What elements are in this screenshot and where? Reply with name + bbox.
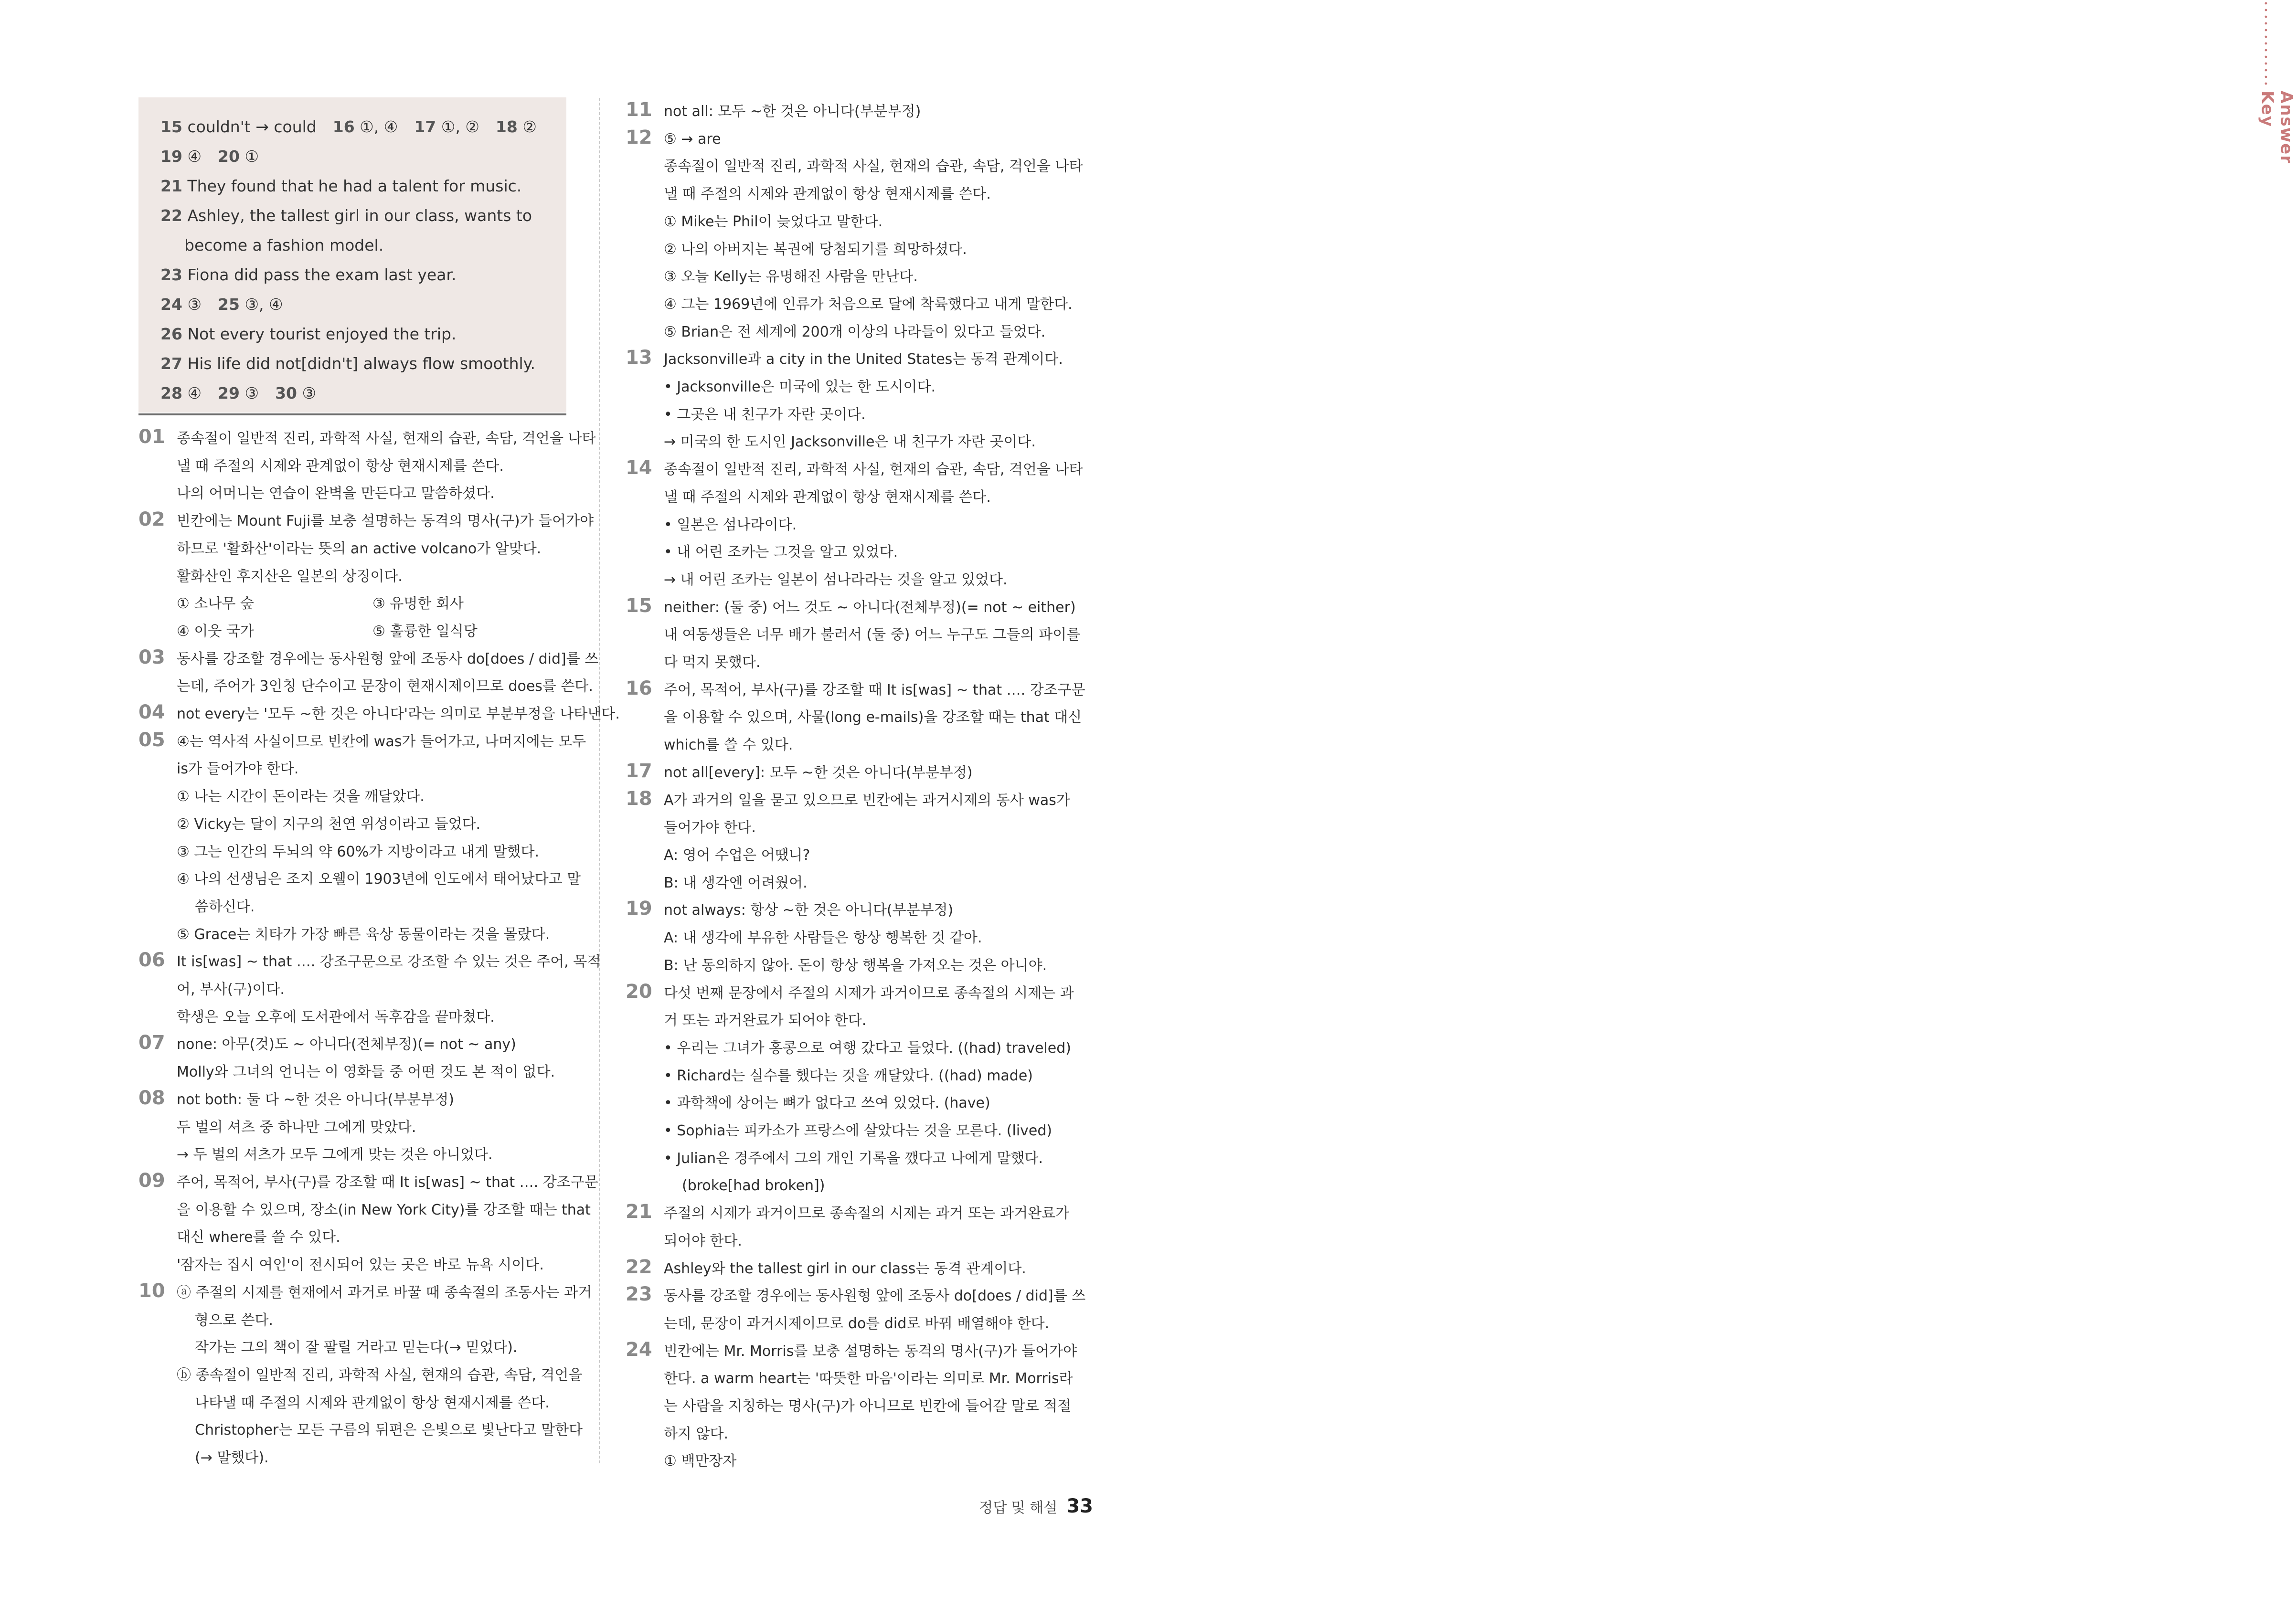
question-number: 17 xyxy=(626,760,652,782)
explanation-item xyxy=(626,1338,1077,1476)
explanation-line: 들어가야 한다. xyxy=(664,819,756,836)
summary-answer xyxy=(160,177,521,195)
summary-answer xyxy=(496,117,537,136)
explanation-item xyxy=(626,897,1065,979)
explanation-item xyxy=(626,980,1074,1200)
summary-answer-number: 17 xyxy=(414,117,436,136)
explanation-item xyxy=(626,126,1083,346)
explanation-line: 는데, 문장이 과거시제이므로 do를 did로 바꿔 배열해야 한다. xyxy=(664,1315,1050,1332)
explanation-line: is가 들어가야 한다. xyxy=(177,761,299,778)
explanation-item xyxy=(138,1031,578,1086)
question-number: 02 xyxy=(138,508,165,531)
explanation-line: 동사를 강조할 경우에는 동사원형 앞에 조동사 do[does / did]를 쓰 xyxy=(664,1288,1086,1305)
summary-answer xyxy=(275,384,316,402)
question-number: 12 xyxy=(626,126,652,148)
summary-row xyxy=(160,295,299,314)
summary-answer xyxy=(160,295,202,314)
summary-answer-number: 28 xyxy=(160,384,182,402)
explanation-line: → 미국의 한 도시인 Jacksonville은 내 친구가 자란 곳이다. xyxy=(664,433,1036,451)
summary-answer xyxy=(218,295,283,314)
explanation-line: neither: (둘 중) 어느 것도 ~ 아니다(전체부정)(= not ~ either) xyxy=(664,599,1076,616)
summary-answer xyxy=(160,265,456,284)
summary-answer-text: couldn't → could xyxy=(187,117,317,136)
explanation-item xyxy=(138,425,596,507)
explanation-line: → 내 어린 조카는 일본이 섬나라라는 것을 알고 있었다. xyxy=(664,571,1008,588)
summary-answer-text: ③, ④ xyxy=(244,295,283,314)
right-column xyxy=(626,98,1086,1475)
explanation-line: 하므로 '활화산'이라는 뜻의 an active volcano가 알맞다. xyxy=(177,540,542,557)
explanation-line: 대신 where를 쓸 수 있다. xyxy=(177,1229,340,1246)
summary-answer-number: 26 xyxy=(160,325,182,343)
explanation-line: 종속절이 일반적 진리, 과학적 사실, 현재의 습관, 속담, 격언을 나타 xyxy=(177,430,596,447)
answer-key-side-tab xyxy=(1126,0,2296,205)
column-divider xyxy=(599,98,600,1463)
explanation-line: ④는 역사적 사실이므로 빈칸에 was가 들어가고, 나머지에는 모두 xyxy=(177,733,586,750)
explanation-line: It is[was] ~ that …. 강조구문으로 강조할 수 있는 것은 주어, 목적 xyxy=(177,953,601,971)
explanation-line: not all[every]: 모두 ~한 것은 아니다(부분부정) xyxy=(664,764,973,781)
explanation-item xyxy=(626,677,1085,759)
summary-answer xyxy=(218,384,259,402)
explanation-line: • Sophia는 피카소가 프랑스에 살았다는 것을 모른다. (lived) xyxy=(664,1122,1052,1140)
question-number: 08 xyxy=(138,1087,165,1109)
summary-row xyxy=(184,236,400,254)
summary-answer-number: 24 xyxy=(160,295,182,314)
question-number: 03 xyxy=(138,646,165,668)
explanation-line: 나의 어머니는 연습이 완벽을 만든다고 말씀하셨다. xyxy=(177,485,495,502)
explanation-line: ③ 그는 인간의 두뇌의 약 60%가 지방이라고 내게 말했다. xyxy=(177,843,539,860)
explanation-line: B: 난 동의하지 않아. 돈이 항상 행복을 가져오는 것은 아니야. xyxy=(664,957,1047,974)
explanation-item xyxy=(626,787,1070,897)
explanation-line: 형으로 쓴다. xyxy=(195,1311,273,1329)
explanation-line: none: 아무(것)도 ~ 아니다(전체부정)(= not ~ any) xyxy=(177,1036,516,1053)
summary-answer xyxy=(218,147,259,166)
explanation-line: 낼 때 주절의 시제와 관계없이 항상 현재시제를 쓴다. xyxy=(664,488,991,506)
choice-option: ③ 유명한 회사 xyxy=(372,595,464,613)
question-number: 15 xyxy=(626,594,652,617)
question-number: 01 xyxy=(138,426,165,448)
summary-answer-number: 16 xyxy=(332,117,355,136)
summary-answer-number: 18 xyxy=(495,117,518,136)
explanation-line: B: 내 생각엔 어려웠어. xyxy=(664,874,808,891)
summary-answer-number: 27 xyxy=(160,354,182,373)
explanation-item xyxy=(626,759,1065,787)
explanation-item xyxy=(626,1200,1070,1255)
page-footer xyxy=(979,1495,1093,1517)
explanation-line: 어, 부사(구)이다. xyxy=(177,981,285,998)
explanation-line: 낼 때 주절의 시제와 관계없이 항상 현재시제를 쓴다. xyxy=(177,457,504,475)
explanation-line: not always: 항상 ~한 것은 아니다(부분부정) xyxy=(664,902,954,919)
explanation-line: • Julian은 경주에서 그의 개인 기록을 깼다고 나에게 말했다. xyxy=(664,1150,1043,1167)
summary-row xyxy=(160,265,472,284)
explanation-line: ⑤ → are xyxy=(664,130,721,148)
explanation-line: ① 나는 시간이 돈이라는 것을 깨달았다. xyxy=(177,788,425,805)
question-number: 07 xyxy=(138,1032,165,1054)
explanation-item xyxy=(138,507,594,645)
explanation-item xyxy=(138,700,620,728)
explanation-item xyxy=(138,948,601,1031)
explanation-line: 활화산인 후지산은 일본의 상징이다. xyxy=(177,568,403,585)
summary-row xyxy=(160,177,538,195)
explanation-line: ① 백만장자 xyxy=(664,1453,737,1470)
summary-answer-text: ② xyxy=(522,117,537,136)
question-number: 23 xyxy=(626,1283,652,1306)
summary-row xyxy=(160,117,553,136)
question-number: 21 xyxy=(626,1201,652,1223)
explanation-line: (→ 말했다). xyxy=(195,1449,269,1467)
explanation-item xyxy=(626,346,1065,456)
decorative-dots xyxy=(2264,0,2267,85)
explanation-line: 주절의 시제가 과거이므로 종속절의 시제는 과거 또는 과거완료가 xyxy=(664,1205,1070,1222)
explanation-line: 종속절이 일반적 진리, 과학적 사실, 현재의 습관, 속담, 격언을 나타 xyxy=(664,158,1083,175)
summary-answer-number: 15 xyxy=(160,117,182,136)
explanation-line: 내 여동생들은 너무 배가 불러서 (둘 중) 어느 누구도 그들의 파이를 xyxy=(664,626,1081,644)
explanation-line: • 그곳은 내 친구가 자란 곳이다. xyxy=(664,406,866,423)
summary-answer xyxy=(160,117,317,136)
question-number: 24 xyxy=(626,1338,652,1361)
explanation-line: 낼 때 주절의 시제와 관계없이 항상 현재시제를 쓴다. xyxy=(664,186,991,203)
explanation-line: ① Mike는 Phil이 늦었다고 말한다. xyxy=(664,213,883,230)
explanation-line: • 일본은 섬나라이다. xyxy=(664,516,797,533)
question-number: 16 xyxy=(626,677,652,699)
summary-row xyxy=(160,325,472,343)
summary-answer-number: 23 xyxy=(160,265,182,284)
question-number: 19 xyxy=(626,898,652,920)
question-number: 10 xyxy=(138,1279,165,1302)
summary-row xyxy=(160,354,552,373)
summary-answer xyxy=(160,206,532,225)
explanation-line: 나타낼 때 주절의 시제와 관계없이 항상 현재시제를 쓴다. xyxy=(195,1394,550,1411)
question-number: 11 xyxy=(626,99,652,121)
question-number: 18 xyxy=(626,787,652,810)
summary-answer-text: ③ xyxy=(244,384,259,402)
explanation-item xyxy=(626,594,1081,677)
question-number: 05 xyxy=(138,729,165,751)
summary-answer xyxy=(160,384,202,402)
explanation-item xyxy=(626,1282,1086,1337)
summary-row xyxy=(160,206,548,225)
explanation-line: ⓑ 종속절이 일반적 진리, 과학적 사실, 현재의 습관, 속담, 격언을 xyxy=(177,1366,583,1384)
explanation-line: 되어야 한다. xyxy=(664,1232,742,1249)
explanation-line: • 내 어린 조카는 그것을 알고 있었다. xyxy=(664,544,898,561)
explanation-line: 주어, 목적어, 부사(구)를 강조할 때 It is[was] ~ that …. 강조구문 xyxy=(177,1174,598,1191)
explanation-line: 을 이용할 수 있으며, 사물(long e-mails)을 강조할 때는 that 대신 xyxy=(664,709,1082,726)
choice-option: ① 소나무 숲 xyxy=(177,595,254,613)
explanation-line: 다 먹지 못했다. xyxy=(664,654,761,671)
answer-key-label: Answer Key xyxy=(2258,91,2296,164)
question-number: 22 xyxy=(626,1256,652,1278)
left-column xyxy=(138,425,620,1472)
summary-answer xyxy=(184,236,383,254)
summary-answer-number: 19 xyxy=(160,147,182,166)
choice-option: ④ 이웃 국가 xyxy=(177,623,254,640)
summary-answer-text: They found that he had a talent for music. xyxy=(187,177,522,195)
explanation-item xyxy=(138,1086,578,1169)
explanation-line: A: 내 생각에 부유한 사람들은 항상 행복한 것 같아. xyxy=(664,930,982,947)
explanation-item xyxy=(626,98,1065,126)
explanation-line: 다섯 번째 문장에서 주절의 시제가 과거이므로 종속절의 시제는 과 xyxy=(664,984,1074,1002)
explanation-line: 는 사람을 지칭하는 명사(구)가 아니므로 빈칸에 들어갈 말로 적절 xyxy=(664,1398,1072,1415)
explanation-line: 한다. a warm heart는 '따뜻한 마음'이라는 의미로 Mr. Morris라 xyxy=(664,1370,1073,1387)
explanation-line: A: 영어 수업은 어땠니? xyxy=(664,846,810,864)
question-number: 14 xyxy=(626,457,652,479)
footer-label: 정답 및 해설 xyxy=(979,1500,1058,1516)
explanation-line: not both: 둘 다 ~한 것은 아니다(부분부정) xyxy=(177,1091,454,1108)
summary-answer-text: ③ xyxy=(187,295,202,314)
explanation-line: 빈칸에는 Mount Fuji를 보충 설명하는 동격의 명사(구)가 들어가야 xyxy=(177,513,594,530)
explanation-item xyxy=(138,1169,598,1279)
explanation-line: 작가는 그의 책이 잘 팔릴 거라고 믿는다(→ 믿었다). xyxy=(195,1339,518,1356)
summary-answer-text: Not every tourist enjoyed the trip. xyxy=(187,325,457,343)
explanation-line: 거 또는 과거완료가 되어야 한다. xyxy=(664,1012,867,1029)
choice-option: ⑤ 훌륭한 일식당 xyxy=(372,623,478,640)
summary-answer-text: Fiona did pass the exam last year. xyxy=(187,265,457,284)
explanation-item xyxy=(626,456,1083,594)
summary-answer-number: 29 xyxy=(218,384,240,402)
explanation-line: not every는 '모두 ~한 것은 아니다'라는 의미로 부분부정을 나타낸다. xyxy=(177,706,620,723)
explanation-line: '잠자는 집시 여인'이 전시되어 있는 곳은 바로 뉴욕 시이다. xyxy=(177,1257,544,1274)
summary-answer-text: become a fashion model. xyxy=(184,236,384,254)
page-number: 33 xyxy=(1066,1495,1093,1517)
explanation-line: 하지 않다. xyxy=(664,1425,728,1442)
explanation-line: ⑤ Grace는 치타가 가장 빠른 육상 동물이라는 것을 몰랐다. xyxy=(177,926,550,943)
question-number: 13 xyxy=(626,347,652,369)
explanation-line: ④ 그는 1969년에 인류가 처음으로 달에 착륙했다고 내게 말한다. xyxy=(664,296,1073,313)
question-number: 09 xyxy=(138,1169,165,1192)
summary-answer xyxy=(160,325,456,343)
explanation-line: 주어, 목적어, 부사(구)를 강조할 때 It is[was] ~ that …. 강조구문 xyxy=(664,681,1085,698)
explanation-line: • 우리는 그녀가 홍콩으로 여행 갔다고 들었다. ((had) traveled) xyxy=(664,1039,1071,1057)
explanation-item xyxy=(138,1279,592,1472)
explanation-line: 두 벌의 셔츠 중 하나만 그에게 맞았다. xyxy=(177,1119,416,1136)
explanation-line: • 과학책에 상어는 뼈가 없다고 쓰여 있었다. (have) xyxy=(664,1095,990,1112)
summary-answer-number: 25 xyxy=(218,295,240,314)
question-number: 04 xyxy=(138,701,165,724)
summary-answer-text: ④ xyxy=(187,384,202,402)
explanation-line: 는데, 주어가 3인칭 단수이고 문장이 현재시제이므로 does를 쓴다. xyxy=(177,678,593,695)
summary-answer-text: ③ xyxy=(302,384,317,402)
explanation-line: • Jacksonville은 미국에 있는 한 도시이다. xyxy=(664,379,936,396)
explanation-line: A가 과거의 일을 묻고 있으므로 빈칸에는 과거시제의 동사 was가 xyxy=(664,792,1070,809)
question-number: 20 xyxy=(626,980,652,1003)
explanation-line: which를 쓸 수 있다. xyxy=(664,737,793,754)
explanation-line: • Richard는 실수를 했다는 것을 깨달았다. ((had) made) xyxy=(664,1067,1033,1084)
explanation-line: ④ 나의 선생님은 조지 오웰이 1903년에 인도에서 태어났다고 말 xyxy=(177,871,581,888)
summary-answer-number: 21 xyxy=(160,177,182,195)
explanation-line: 씀하신다. xyxy=(195,898,255,915)
summary-answer-text: ①, ② xyxy=(441,117,479,136)
choice-pair xyxy=(177,618,578,645)
summary-answer-number: 20 xyxy=(218,147,240,166)
explanation-line: (broke[had broken]) xyxy=(682,1177,825,1195)
explanation-line: 동사를 강조할 경우에는 동사원형 앞에 조동사 do[does / did]를 쓰 xyxy=(177,650,599,667)
summary-answer-text: ④ xyxy=(187,147,202,166)
summary-answer-text: Ashley, the tallest girl in our class, wants to xyxy=(187,206,532,225)
summary-answer-number: 30 xyxy=(275,384,297,402)
summary-answer xyxy=(160,354,535,373)
explanation-line: Christopher는 모든 구름의 뒤편은 은빛으로 빛난다고 말한다 xyxy=(195,1422,583,1439)
explanation-item xyxy=(626,1255,1065,1283)
explanation-line: 을 이용할 수 있으며, 장소(in New York City)를 강조할 때는 that xyxy=(177,1201,591,1218)
explanation-line: 학생은 오늘 오후에 도서관에서 독후감을 끝마쳤다. xyxy=(177,1008,495,1026)
summary-divider xyxy=(138,413,566,415)
explanation-line: ⓐ 주절의 시제를 현재에서 과거로 바꿀 때 종속절의 조동사는 과거 xyxy=(177,1284,592,1301)
explanation-line: Jacksonville과 a city in the United States는 동격 관계이다. xyxy=(664,351,1063,368)
summary-answer-text: His life did not[didn't] always flow smoothly. xyxy=(187,354,535,373)
explanation-item xyxy=(138,728,586,949)
explanation-line: Molly와 그녀의 언니는 이 영화들 중 어떤 것도 본 적이 없다. xyxy=(177,1064,555,1081)
explanation-line: 빈칸에는 Mr. Morris를 보충 설명하는 동격의 명사(구)가 들어가야 xyxy=(664,1343,1077,1360)
summary-row xyxy=(160,384,332,402)
explanation-line: ⑤ Brian은 전 세계에 200개 이상의 나라들이 있다고 들었다. xyxy=(664,323,1046,340)
explanation-line: Ashley와 the tallest girl in our class는 동격 관계이다. xyxy=(664,1260,1026,1277)
explanation-item xyxy=(138,645,599,700)
summary-answer-text: ① xyxy=(244,147,259,166)
explanation-line: ③ 오늘 Kelly는 유명해진 사람을 만난다. xyxy=(664,268,918,285)
explanation-line: → 두 벌의 셔츠가 모두 그에게 맞는 것은 아니었다. xyxy=(177,1146,493,1163)
explanation-line: not all: 모두 ~한 것은 아니다(부분부정) xyxy=(664,103,921,120)
explanation-line: 종속절이 일반적 진리, 과학적 사실, 현재의 습관, 속담, 격언을 나타 xyxy=(664,461,1083,478)
choice-pair xyxy=(177,590,578,618)
explanation-line: ② 나의 아버지는 복권에 당첨되기를 희망하셨다. xyxy=(664,241,967,258)
summary-answer-number: 22 xyxy=(160,206,182,225)
explanation-line: ② Vicky는 달이 지구의 천연 위성이라고 들었다. xyxy=(177,815,481,833)
summary-answer-text: ①, ④ xyxy=(360,117,398,136)
summary-answer xyxy=(333,117,398,136)
summary-row xyxy=(160,147,275,166)
answer-summary-box xyxy=(138,97,566,412)
summary-answer xyxy=(414,117,479,136)
question-number: 06 xyxy=(138,949,165,972)
summary-answer xyxy=(160,147,202,166)
